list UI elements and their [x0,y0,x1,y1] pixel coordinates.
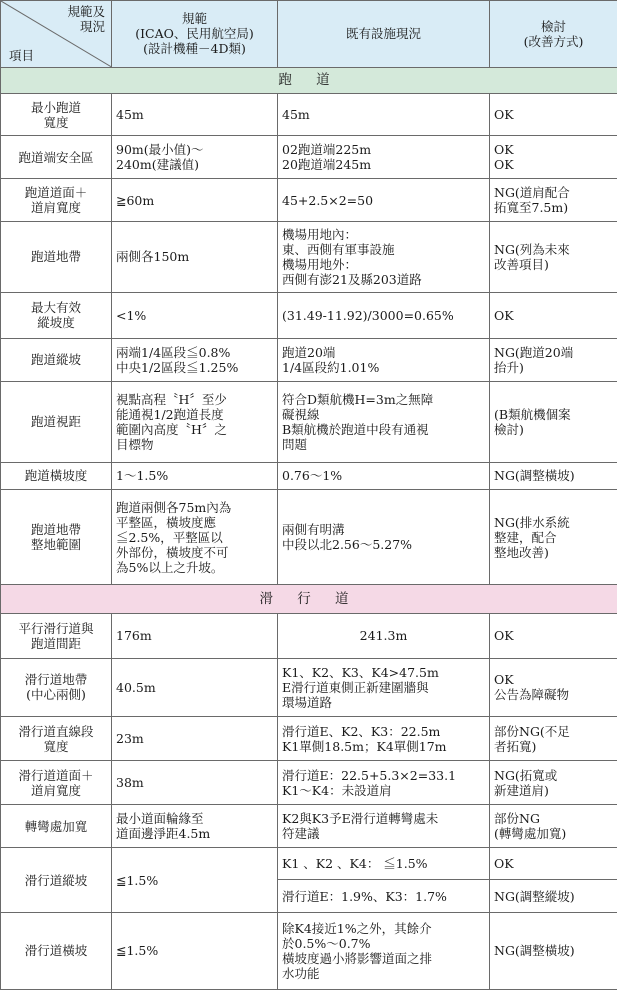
header-review [490,1,617,68]
existing-line: 水功能 [282,965,320,981]
corner-top-label [67,4,105,34]
spec-line: <1% [116,307,147,323]
spec-line: 為5%以上之升坡。 [116,559,224,575]
review-line: (轉彎處加寬) [494,826,567,842]
existing-line: 符合D類航機H=3m之無障 [282,391,434,407]
item-cell [1,338,112,381]
header-review-line: (改善方式) [523,33,584,49]
item-line: 寬度 [43,738,69,754]
review-line: 整建，配合 [494,529,557,545]
header-spec [112,1,278,68]
review-line: NG(跑道20端 [494,344,574,360]
item-line: 跑道地帶 [30,522,81,537]
item-cell [1,490,112,584]
section-title-taxiway: 滑 行 道 [1,584,617,614]
spec-line: 跑道兩側各75m內為 [116,499,232,515]
item-cell [1,462,112,490]
existing-cell [278,761,490,805]
item-line: 最小跑道 [30,99,81,115]
section-row-runway [1,67,617,94]
spec-cell [112,848,278,913]
existing-line: 0.76～1% [282,468,343,484]
review-line: 拓寬至7.5m) [494,200,569,216]
review-cell [490,136,617,179]
existing-cell [278,848,490,880]
spec-line: 目標物 [116,436,154,452]
existing-cell [278,179,490,221]
item-cell [1,293,112,338]
item-line: 跑道間距 [30,635,81,651]
existing-line: 45+2.5×2=50 [282,192,374,208]
item-line: 滑行道縱坡 [24,872,88,888]
review-line: NG(排水系統 [494,514,570,530]
existing-cell [278,805,490,848]
review-cell [490,490,617,584]
spec-line: 45m [116,107,144,123]
existing-line: 符建議 [282,826,320,842]
spec-cell [112,658,278,716]
spec-line: ≧60m [116,192,155,208]
item-line: 整地範圍 [30,537,81,552]
existing-line: K2與K3予E滑行道轉彎處未 [282,811,439,827]
existing-line: 西側有澎21及縣203道路 [282,271,422,287]
header-spec-line: (設計機種－4D類) [143,41,246,57]
review-line: 整地改善) [494,544,549,560]
item-line: 轉彎處加寬 [24,818,88,834]
existing-line: 機場用地外： [282,256,358,272]
table-row [1,805,617,848]
item-cell [1,136,112,179]
section-row-taxiway [1,584,617,614]
corner-top-line1: 規範及 [67,4,105,19]
existing-cell [278,136,490,179]
item-line: 跑道橫坡度 [24,468,88,484]
table-row [1,490,617,584]
existing-line: 環場道路 [282,694,333,710]
spec-line: 90m(最小值)～ [116,142,204,158]
existing-line: 1/4區段約1.01% [282,359,380,375]
existing-line: 橫坡度過小將影響道面之排 [282,950,433,966]
item-line: 跑道視距 [30,414,81,430]
existing-line: (31.49-11.92)/3000=0.65% [282,307,454,323]
spec-line: 兩側各150m [116,249,190,265]
review-cell [490,614,617,658]
existing-cell [278,221,490,293]
item-cell [1,848,112,913]
review-line: 公告為障礙物 [494,687,570,703]
existing-line: 滑行道E：22.5+5.3×2=33.1 [282,767,457,783]
spec-line: 外部份，橫坡度不可 [116,544,229,560]
existing-line: 中段以北2.56～5.27% [282,537,413,552]
table-row [1,848,617,880]
review-line: 部份NG(不足 [494,723,570,739]
existing-cell [278,462,490,490]
review-cell [490,805,617,848]
spec-line: 23m [116,731,144,747]
item-cell [1,912,112,989]
item-cell [1,381,112,462]
existing-line: 02跑道端225m [282,142,372,158]
section-title-runway: 跑 道 [1,67,617,94]
header-review-line: 檢討 [540,18,566,34]
spec-cell [112,293,278,338]
spec-line: 176m [116,628,152,644]
review-line: OK [494,107,514,123]
item-cell [1,761,112,805]
existing-line: 於0.5%～0.7% [282,935,371,951]
review-cell [490,761,617,805]
review-cell [490,912,617,989]
item-line: 道肩寬度 [30,200,81,216]
corner-bottom-label: 項目 [9,47,35,63]
existing-line: 跑道20端 [282,344,336,360]
spec-line: ≦1.5% [116,943,159,959]
existing-line: K1單側18.5m；K4單側17m [282,738,447,754]
spec-line: 平整區，橫坡度應 [116,514,217,530]
existing-cell [278,293,490,338]
table-row [1,614,617,658]
item-line: 最大有效 [30,300,81,316]
review-cell [490,338,617,381]
existing-line: K1 、K2 、K4： ≦1.5% [282,856,428,872]
item-line: 滑行道直線段 [18,723,94,739]
spec-cell [112,912,278,989]
item-cell [1,94,112,136]
spec-cell [112,136,278,179]
existing-line: K1～K4：未設道肩 [282,782,392,798]
item-line: (中心兩側) [26,687,86,703]
review-cell [490,880,617,913]
review-cell [490,717,617,761]
review-line: NG(調整縱坡) [494,888,575,904]
review-cell [490,848,617,880]
review-line: (B類航機個案 [494,406,571,422]
table-row [1,94,617,136]
review-line: 檢討) [494,421,524,437]
table-row [1,462,617,490]
item-cell [1,805,112,848]
spec-line: ≦2.5%，平整區以 [116,529,223,545]
table-row [1,221,617,293]
table-row [1,293,617,338]
table-header-row [1,1,617,68]
item-cell [1,658,112,716]
spec-line: ≦1.5% [116,872,159,888]
item-line: 滑行道橫坡 [24,943,88,959]
review-line: 改善項目) [494,256,549,272]
table-row [1,761,617,805]
review-cell [490,658,617,716]
item-line: 寬度 [43,114,69,130]
review-cell [490,293,617,338]
item-line: 縱坡度 [37,315,75,331]
item-line: 道肩寬度 [30,782,81,798]
spec-cell [112,717,278,761]
existing-line: 滑行道E：1.9%、K3：1.7% [282,888,447,904]
existing-line: 45m [282,107,310,123]
review-line: NG(調整橫坡) [494,943,575,959]
review-line: OK [494,856,514,872]
existing-cell [278,490,490,584]
existing-line: 241.3m [359,628,408,644]
spec-line: 40.5m [116,679,156,695]
item-line: 滑行道地帶 [24,672,88,688]
review-cell [490,94,617,136]
item-line: 平行滑行道與 [18,620,94,636]
review-line: OK [494,672,514,688]
spec-cell [112,805,278,848]
item-cell [1,614,112,658]
spec-cell [112,179,278,221]
existing-line: K1、K2、K3、K4>47.5m [282,664,439,680]
spec-cell [112,490,278,584]
existing-cell [278,880,490,913]
review-line: OK [494,157,514,173]
corner-top-line2: 現況 [79,19,105,34]
review-line: OK [494,142,514,158]
spec-line: 範圍內高度〝H〞之 [116,421,227,437]
header-spec-line: (ICAO、民用航空局) [135,26,254,42]
existing-cell [278,658,490,716]
item-line: 跑道道面＋ [24,185,88,201]
existing-line: 機場用地內： [282,226,358,242]
existing-line: 東、西側有軍事設施 [282,241,395,257]
existing-line: 滑行道E、K2、K3：22.5m [282,723,441,739]
spec-line: 240m(建議值) [116,157,199,173]
existing-cell [278,381,490,462]
review-line: 抬升) [494,359,524,375]
table-row [1,338,617,381]
existing-cell [278,912,490,989]
item-cell [1,221,112,293]
item-line: 跑道地帶 [30,249,81,265]
item-cell [1,717,112,761]
item-line: 跑道端安全區 [18,149,94,165]
review-line: NG(調整橫坡) [494,468,575,484]
existing-cell [278,338,490,381]
table-row [1,658,617,716]
item-line: 滑行道道面＋ [18,767,94,783]
review-line: NG(列為未來 [494,241,570,257]
existing-line: B類航機於跑道中段有通視 [282,421,429,437]
spec-cell [112,221,278,293]
review-cell [490,221,617,293]
table-row [1,179,617,221]
review-line: 新建道肩) [494,782,549,798]
review-cell [490,179,617,221]
spec-cell [112,338,278,381]
header-corner-cell [1,1,112,68]
spec-line: 道面邊淨距4.5m [116,826,211,842]
spec-cell [112,94,278,136]
spec-line: 中央1/2區段≦1.25% [116,359,239,375]
table-row [1,717,617,761]
review-cell [490,381,617,462]
existing-line: E滑行道東側正新建圍牆與 [282,679,429,695]
existing-cell [278,94,490,136]
review-line: 部份NG [494,811,540,827]
table-row [1,381,617,462]
item-cell [1,179,112,221]
review-cell [490,462,617,490]
review-line: OK [494,628,514,644]
spec-line: 38m [116,775,144,791]
spec-cell [112,761,278,805]
existing-line: 礙視線 [282,406,320,422]
spec-cell [112,381,278,462]
existing-line: 除K4接近1%之外，其餘介 [282,920,432,936]
existing-cell [278,717,490,761]
existing-line: 兩側有明溝 [282,522,345,537]
review-line: NG(拓寬或 [494,767,558,783]
spec-line: 1～1.5% [116,468,169,484]
item-line: 跑道縱坡 [30,352,81,368]
review-line: 者拓寬) [494,738,537,754]
spec-line: 兩端1/4區段≦0.8% [116,344,231,360]
spec-line: 視點高程〝H〞至少 [116,391,227,407]
spec-line: 能通視1/2跑道長度 [116,406,224,422]
review-line: NG(道肩配合 [494,185,570,201]
spec-cell [112,614,278,658]
review-line: OK [494,307,514,323]
existing-cell [278,614,490,658]
table-row [1,912,617,989]
header-existing: 既有設施現況 [278,1,490,68]
table-row [1,136,617,179]
spec-line: 最小道面輪緣至 [116,811,204,827]
header-spec-line: 規範 [181,11,207,27]
existing-line: 20跑道端245m [282,157,372,173]
existing-line: 問題 [282,436,308,452]
spec-cell [112,462,278,490]
